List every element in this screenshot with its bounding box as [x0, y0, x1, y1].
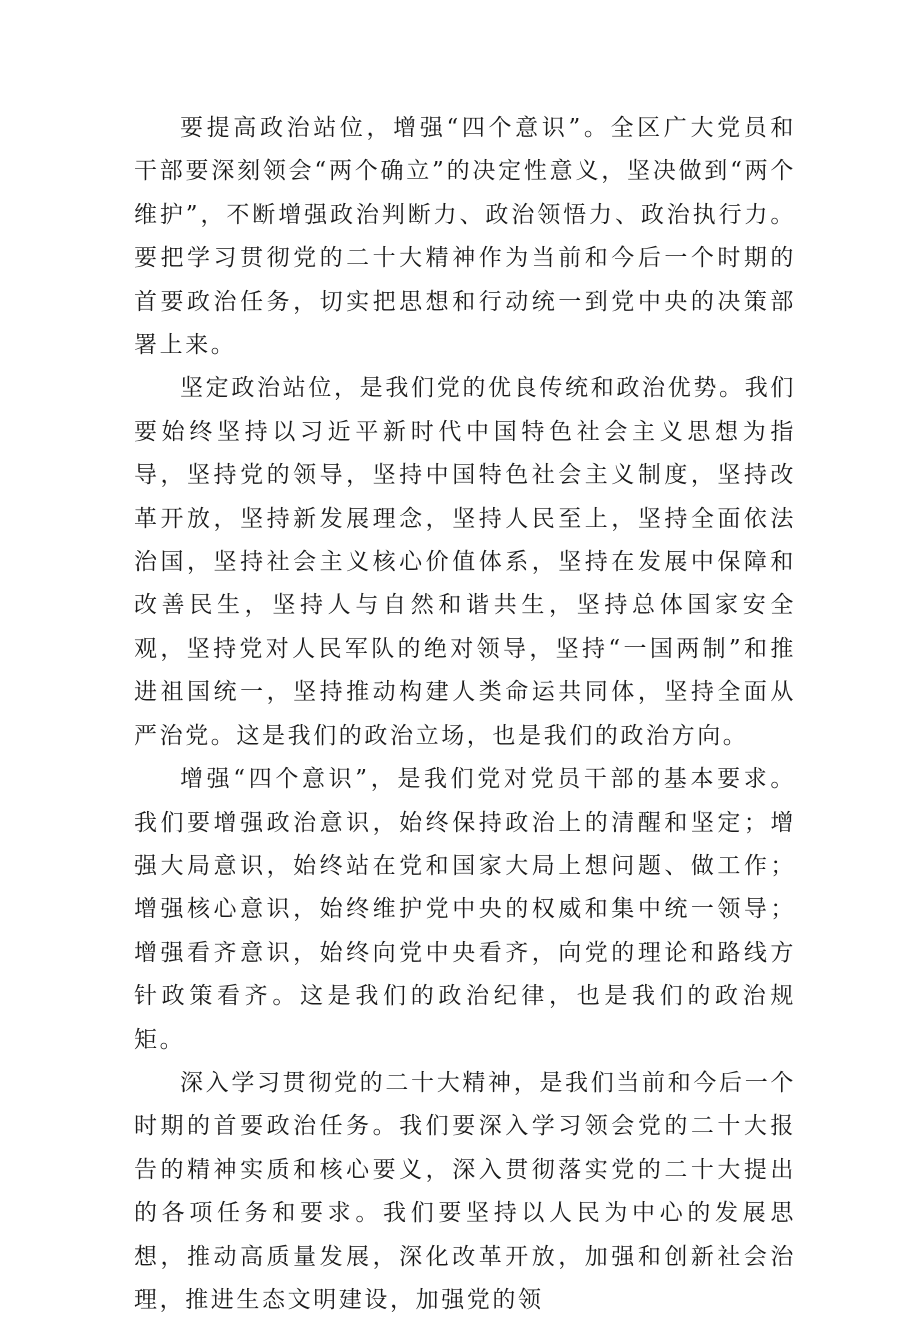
paragraph-four-consciousness: 增强“四个意识”，是我们党对党员干部的基本要求。我们要增强政治意识，始终保持政治上的清醒和坚定；增强大局意识，始终站在党和国家大局上想问题、做工作；增强核心意识，始终维护党中央的权威和集中统一领导；增强看齐意识，始终向党中央看齐，向党的理论和路线方针政策看齐。这是我们的政治纪律，也是我们的政治规矩。 [134, 766, 796, 1053]
paragraph-political-stance: 要提高政治站位，增强“四个意识”。全区广大党员和干部要深刻领会“两个确立”的决定性意义，坚决做到“两个维护”，不断增强政治判断力、政治领悟力、政治执行力。要把学习贯彻党的二十大精神作为当前和今后一个时期的首要政治任务，切实把思想和行动统一到党中央的决策部署上来。 [134, 115, 796, 359]
paragraph-study-twentieth-congress: 深入学习贯彻党的二十大精神，是我们当前和今后一个时期的首要政治任务。我们要深入学习领会党的二十大报告的精神实质和核心要义，深入贯彻落实党的二十大提出的各项任务和要求。我们要坚持以人民为中心的发展思想，推动高质量发展，深化改革开放，加强和创新社会治理，推进生态文明建设，加强党的领 [134, 1069, 796, 1313]
paragraph-firm-stance: 坚定政治站位，是我们党的优良传统和政治优势。我们要始终坚持以习近平新时代中国特色社会主义思想为指导，坚持党的领导，坚持中国特色社会主义制度，坚持改革开放，坚持新发展理念，坚持人民至上，坚持全面依法治国，坚持社会主义核心价值体系，坚持在发展中保障和改善民生，坚持人与自然和谐共生，坚持总体国家安全观，坚持党对人民军队的绝对领导，坚持“一国两制”和推进祖国统一，坚持推动构建人类命运共同体，坚持全面从严治党。这是我们的政治立场，也是我们的政治方向。 [134, 375, 796, 749]
document-body [134, 107, 796, 1322]
